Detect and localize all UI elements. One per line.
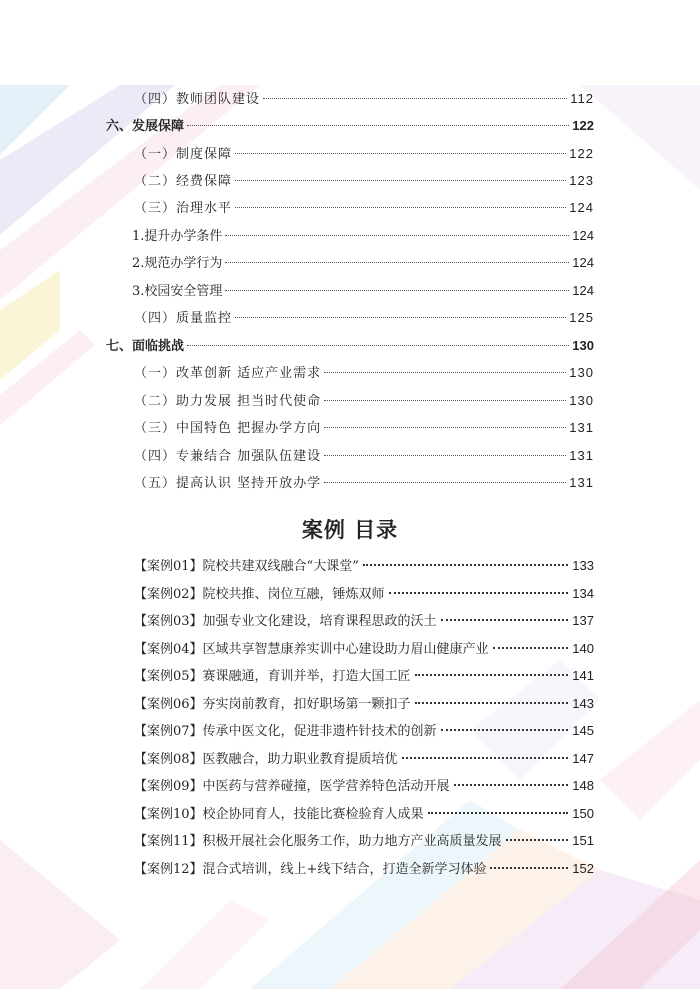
case-label: 加强专业文化建设，培育课程思政的沃土 — [202, 614, 437, 629]
toc-page: 130 — [569, 365, 594, 380]
toc-row[interactable] — [134, 308, 594, 328]
case-row[interactable] — [134, 611, 594, 631]
case-tag: 【案例05】 — [134, 669, 203, 684]
case-page: 143 — [572, 696, 594, 711]
toc-page: 124 — [569, 200, 594, 215]
case-tag: 【案例04】 — [134, 642, 203, 657]
case-row[interactable] — [134, 556, 594, 576]
dot-leader — [441, 619, 569, 621]
toc-page: 122 — [569, 146, 594, 161]
dot-leader — [454, 784, 569, 786]
toc-row[interactable] — [134, 171, 594, 191]
dot-leader — [235, 317, 566, 318]
toc-label: 2.规范办学行为 — [132, 256, 223, 271]
case-tag: 【案例08】 — [134, 752, 203, 767]
toc-label: （一）改革创新 适应产业需求 — [134, 366, 322, 381]
toc-label: （五）提高认识 坚持开放办学 — [134, 476, 322, 491]
case-label: 院校共建双线融合“大课堂” — [202, 559, 359, 574]
toc-page: 124 — [572, 255, 594, 270]
case-row[interactable] — [134, 831, 594, 851]
toc-label: 七、面临挑战 — [106, 338, 185, 353]
case-row[interactable] — [134, 666, 594, 686]
case-page: 137 — [572, 613, 594, 628]
case-row[interactable] — [134, 584, 594, 604]
case-label: 医教融合，助力职业教育提质培优 — [202, 752, 398, 767]
cases-section-title: 案例 目录 — [301, 517, 399, 542]
dot-leader — [389, 592, 569, 594]
case-label: 赛课融通，育训并举，打造大国工匠 — [202, 669, 411, 684]
toc-row[interactable] — [134, 473, 594, 493]
dot-leader — [490, 867, 568, 869]
dot-leader — [263, 98, 567, 99]
toc-page: 131 — [569, 420, 594, 435]
case-row[interactable] — [134, 694, 594, 714]
case-tag: 【案例02】 — [134, 587, 203, 602]
toc-page: 125 — [569, 310, 594, 325]
case-page: 141 — [572, 668, 594, 683]
toc-page: 130 — [569, 393, 594, 408]
toc-row[interactable] — [134, 144, 594, 164]
case-row[interactable] — [134, 776, 594, 796]
case-row[interactable] — [134, 721, 594, 741]
case-page: 148 — [572, 778, 594, 793]
dot-leader — [324, 482, 566, 483]
toc-row[interactable] — [106, 336, 594, 356]
toc-label: 1.提升办学条件 — [132, 229, 223, 244]
dot-leader — [225, 235, 569, 236]
dot-leader — [235, 180, 566, 181]
toc-page: 122 — [572, 118, 594, 133]
case-tag: 【案例03】 — [134, 614, 203, 629]
dot-leader — [187, 125, 569, 126]
toc-page: 124 — [572, 283, 594, 298]
dot-leader — [428, 812, 569, 814]
toc-row[interactable] — [134, 446, 594, 466]
dot-leader — [324, 427, 566, 428]
case-page: 152 — [572, 861, 594, 876]
toc-label: （三）中国特色 把握办学方向 — [134, 421, 322, 436]
case-tag: 【案例10】 — [134, 807, 203, 822]
case-tag: 【案例11】 — [134, 834, 203, 849]
dot-leader — [324, 372, 566, 373]
dot-leader — [324, 400, 566, 401]
dot-leader — [235, 153, 566, 154]
toc-row[interactable] — [134, 89, 594, 109]
toc-label: （一）制度保障 — [134, 147, 233, 162]
dot-leader — [415, 702, 569, 704]
case-label: 传承中医文化，促进非遗杵针技术的创新 — [202, 724, 437, 739]
case-page: 151 — [572, 833, 594, 848]
case-row[interactable] — [134, 804, 594, 824]
case-label: 积极开展社会化服务工作，助力地方产业高质量发展 — [202, 834, 502, 849]
dot-leader — [235, 207, 566, 208]
case-label: 院校共推、岗位互融，锤炼双师 — [202, 587, 385, 602]
dot-leader — [363, 564, 568, 566]
dot-leader — [225, 262, 569, 263]
toc-page: 123 — [569, 173, 594, 188]
toc-page: 130 — [572, 338, 594, 353]
case-label: 中医药与营养碰撞，医学营养特色活动开展 — [202, 779, 450, 794]
case-tag: 【案例07】 — [134, 724, 203, 739]
dot-leader — [415, 674, 569, 676]
toc-label: （三）治理水平 — [134, 201, 233, 216]
toc-label: （四）教师团队建设 — [134, 92, 261, 107]
case-row[interactable] — [134, 749, 594, 769]
case-page: 140 — [572, 641, 594, 656]
case-tag: 【案例09】 — [134, 779, 203, 794]
toc-page: 131 — [569, 475, 594, 490]
toc-label: 3.校园安全管理 — [132, 284, 223, 299]
case-page: 145 — [572, 723, 594, 738]
dot-leader — [225, 290, 569, 291]
toc-label: 六、发展保障 — [106, 118, 185, 133]
case-page: 150 — [572, 806, 594, 821]
toc-row[interactable] — [132, 253, 594, 273]
toc-page: 112 — [570, 91, 594, 106]
case-tag: 【案例12】 — [134, 862, 203, 877]
case-tag: 【案例01】 — [134, 559, 203, 574]
toc-label: （二）经费保障 — [134, 174, 233, 189]
case-page: 147 — [572, 751, 594, 766]
toc-page: 131 — [569, 448, 594, 463]
case-label: 校企协同育人，技能比赛检验育人成果 — [202, 807, 424, 822]
case-tag: 【案例06】 — [134, 697, 203, 712]
case-label: 区域共享智慧康养实训中心建设助力眉山健康产业 — [202, 642, 489, 657]
case-page: 133 — [572, 558, 594, 573]
toc-row[interactable] — [132, 226, 594, 246]
toc-row[interactable] — [134, 391, 594, 411]
toc-row[interactable] — [134, 363, 594, 383]
case-row[interactable] — [134, 639, 594, 659]
toc-row[interactable] — [134, 418, 594, 438]
case-label: 混合式培训，线上+线下结合，打造全新学习体验 — [202, 862, 487, 877]
dot-leader — [506, 839, 569, 841]
case-label: 夯实岗前教育，扣好职场第一颗扣子 — [202, 697, 411, 712]
dot-leader — [324, 455, 566, 456]
toc-label: （四）专兼结合 加强队伍建设 — [134, 449, 322, 464]
toc-row[interactable] — [106, 116, 594, 136]
dot-leader — [493, 647, 569, 649]
dot-leader — [402, 757, 569, 759]
dot-leader — [441, 729, 569, 731]
toc-page: 124 — [572, 228, 594, 243]
case-page: 134 — [572, 586, 594, 601]
case-row[interactable] — [134, 859, 594, 879]
toc-label: （二）助力发展 担当时代使命 — [134, 394, 322, 409]
toc-row[interactable] — [132, 281, 594, 301]
toc-row[interactable] — [134, 198, 594, 218]
dot-leader — [187, 345, 569, 346]
toc-label: （四）质量监控 — [134, 311, 233, 326]
